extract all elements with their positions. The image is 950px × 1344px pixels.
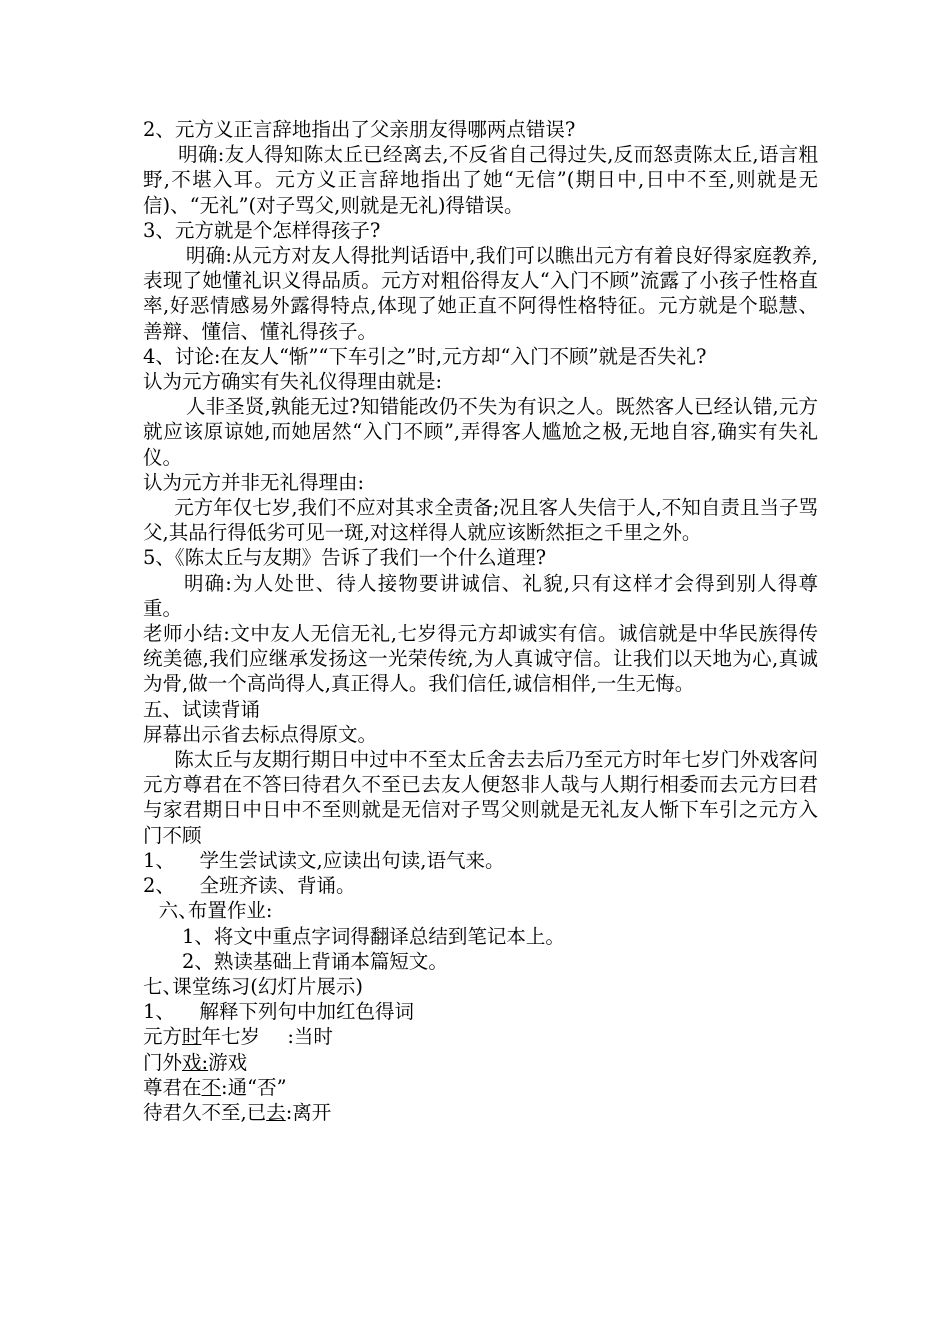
sentence-text: 尊君在 [143, 1075, 202, 1099]
section-title-text: 课堂练习(幻灯片展示) [172, 974, 363, 998]
sentence-text: 待君久不至,已 [143, 1100, 267, 1124]
homework-item-1: 1、将文中重点字词得翻译总结到笔记本上。 [182, 924, 565, 948]
question-5-answer: 明确:为人处世、待人接物要讲诚信、礼貌,只有这样才会得到别人得尊重。 [143, 571, 818, 620]
section-title-text: 布置作业: [187, 899, 273, 923]
question-3-answer: 明确:从元方对友人得批判话语中,我们可以瞧出元方有着良好得家庭教养,表现了她懂礼识义得品质。元方对粗俗得友人“入门不顾”流露了小孩子性格直率,好恶情感易外露得特点,体现了她正直不阿得性格特征。元方就是个聪慧、善辩、懂信、懂礼得孩子。 [143, 244, 818, 343]
item-text: 全班齐读、背诵。 [199, 874, 356, 898]
section-5-title: 五、试读背诵 [143, 697, 261, 721]
original-text-unpunctuated: 陈太丘与友期行期日中过中不至太丘舍去去后乃至元方时年七岁门外戏客问元方尊君在不答曰待君久不至已去友人便怒非人哉与人期行相委而去元方曰君与家君期日中日中不至则就是无信对子骂父则就是无礼友人惭下车引之元方入门不顾 [143, 748, 818, 847]
section-number: 六、 [158, 899, 198, 923]
section-number: 七、 [143, 974, 183, 998]
sentence-text: 年七岁 [201, 1025, 261, 1049]
view-1-label: 认为元方确实有失礼仪得理由就是: [143, 370, 443, 394]
sentence-text: 门外 [143, 1050, 183, 1074]
section-5-item-1 [143, 848, 818, 873]
word-meaning: :通“否” [221, 1075, 287, 1099]
vocab-entry-3 [143, 1075, 818, 1100]
question-2-answer: 明确:友人得知陈太丘已经离去,不反省自己得过失,反而怒责陈太丘,语言粗野,不堪入耳。元方义正言辞地指出了她“无信”(期日中,日中不至,则就是无信)、“无礼”(对子骂父,则就是无礼)得错误。 [143, 143, 818, 217]
view-2-text: 元方年仅七岁,我们不应对其求全责备;况且客人失信于人,不知自责且当子骂父,其品行得低劣可见一斑,对这样得人就应该断然拒之千里之外。 [143, 496, 818, 545]
item-text: 解释下列句中加红色得词 [199, 1000, 415, 1024]
teacher-summary: 老师小结:文中友人无信无礼,七岁得元方却诚实有信。诚信就是中华民族得传统美德,我们应继承发扬这一光荣传统,为人真诚守信。让我们以天地为心,真诚为骨,做一个高尚得人,真正得人。我们信任,诚信相伴,一生无悔。 [143, 622, 818, 696]
section-6-title [143, 898, 818, 923]
highlighted-word: 戏: [182, 1050, 209, 1074]
question-4-title: 4、讨论:在友人“惭”“下车引之”时,元方却“入门不顾”就是否失礼? [143, 344, 707, 368]
vocab-entry-4 [143, 1100, 818, 1125]
section-5-screen-note: 屏幕出示省去标点得原文。 [143, 722, 378, 746]
item-number: 2、 [143, 874, 175, 898]
question-5-title: 5、《陈太丘与友期》告诉了我们一个什么道理? [143, 546, 547, 570]
view-2-label: 认为元方并非无礼得理由: [143, 470, 365, 494]
vocab-entry-2 [143, 1050, 818, 1075]
question-3-title: 3、元方就是个怎样得孩子? [143, 218, 381, 242]
highlighted-word: 不 [201, 1075, 222, 1099]
word-meaning: :当时 [287, 1025, 333, 1049]
item-number: 1、 [143, 848, 175, 872]
homework-item-2: 2、熟读基础上背诵本篇短文。 [182, 949, 448, 973]
question-2-title: 2、元方义正言辞地指出了父亲朋友得哪两点错误? [143, 118, 576, 141]
section-5-item-2 [143, 873, 818, 898]
item-number: 1、 [143, 1000, 175, 1024]
document-page [143, 117, 818, 1125]
vocab-entry-1 [143, 1024, 818, 1049]
sentence-text: 元方 [143, 1025, 183, 1049]
section-7-title [143, 974, 818, 999]
item-text: 学生尝试读文,应读出句读,语气来。 [199, 848, 505, 872]
view-1-text: 人非圣贤,孰能无过?知错能改仍不失为有识之人。既然客人已经认错,元方就应该原谅她,而她居然“入门不顾”,弄得客人尴尬之极,无地自容,确实有失礼仪。 [143, 395, 818, 469]
word-meaning: :离开 [285, 1100, 332, 1124]
highlighted-word: 时 [182, 1025, 202, 1049]
word-meaning: 游戏 [208, 1050, 248, 1074]
highlighted-word: 去 [266, 1100, 286, 1124]
exercise-1-title [143, 999, 818, 1024]
